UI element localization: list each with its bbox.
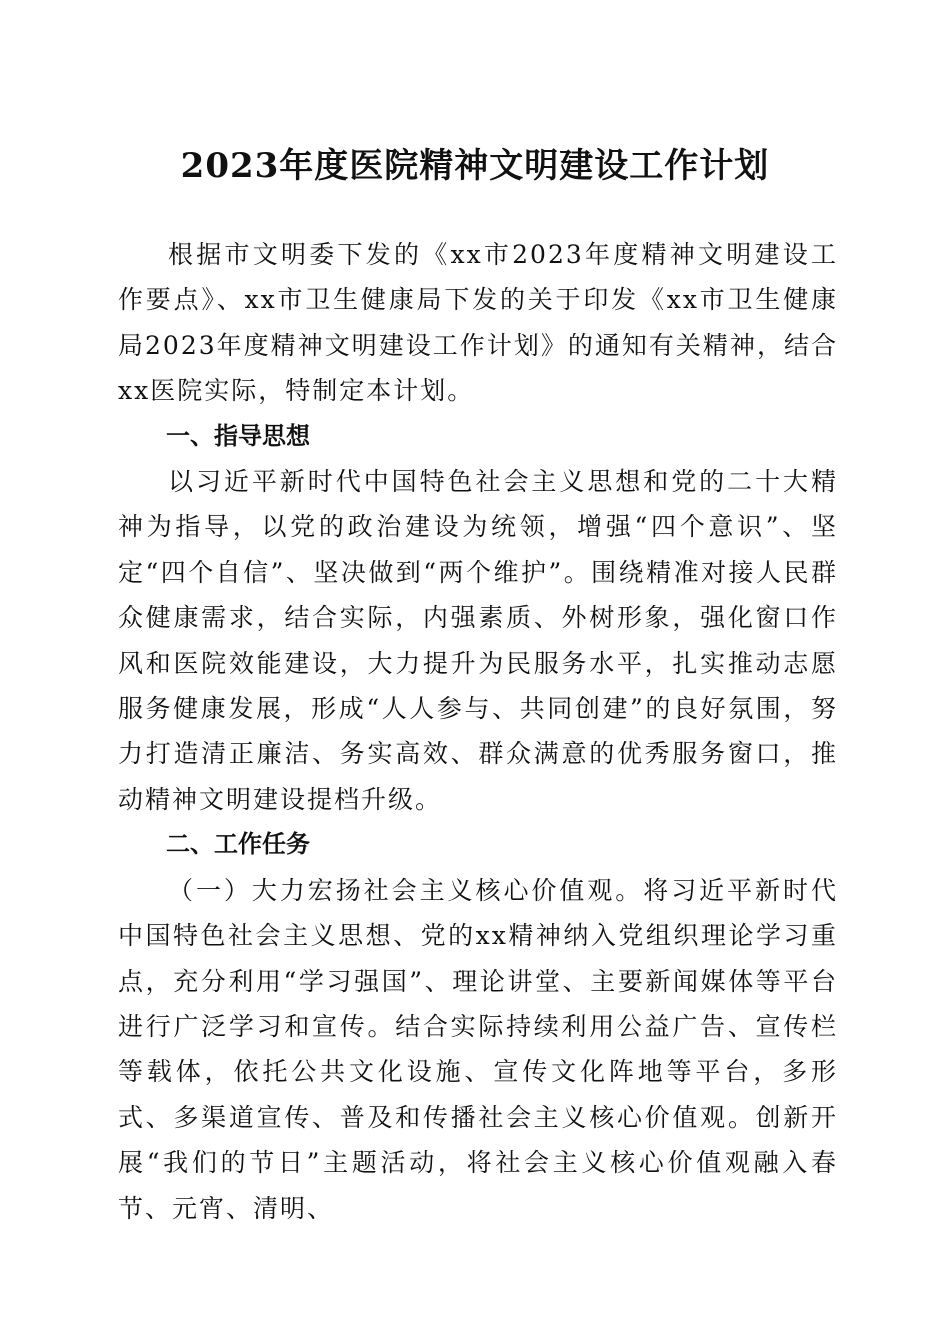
- guiding-ideology-paragraph: 以习近平新时代中国特色社会主义思想和党的二十大精神为指导，以党的政治建设为统领，增强“四个意识”、坚定“四个自信”、坚决做到“两个维护”。围绕精准对接人民群众健康需求，结合实际，内强素质、外树形象，强化窗口作风和医院效能建设，大力提升为民服务水平，扎实推动志愿服务健康发展，形成“人人参与、共同创建”的良好氛围，努力打造清正廉洁、务实高效、群众满意的优秀服务窗口，推动精神文明建设提档升级。: [118, 467, 838, 814]
- document-body: [118, 232, 838, 1231]
- work-task-item-1-heading: （一）大力宏扬社会主义核心价值观。: [168, 875, 644, 905]
- document-title: 2023年度医院精神文明建设工作计划: [180, 146, 770, 186]
- work-task-item-1-paragraph: [118, 868, 838, 1231]
- section-heading-guiding-ideology: 一、指导思想: [166, 421, 310, 450]
- work-task-item-1-text: 将习近平新时代中国特色社会主义思想、党的xx精神纳入党组织理论学习重点，充分利用“学习强国”、理论讲堂、主要新闻媒体等平台进行广泛学习和宣传。结合实际持续利用公益广告、宣传栏等载体，依托公共文化设施、宣传文化阵地等平台，多形式、多渠道宣传、普及和传播社会主义核心价值观。创新开展“我们的节日”主题活动，将社会主义核心价值观融入春节、元宵、清明、: [118, 875, 838, 1223]
- intro-paragraph: 根据市文明委下发的《xx市2023年度精神文明建设工作要点》、xx市卫生健康局下发的关于印发《xx市卫生健康局2023年度精神文明建设工作计划》的通知有关精神，结合xx医院实际，特制定本计划。: [118, 240, 838, 406]
- section-heading-work-tasks: 二、工作任务: [166, 830, 310, 859]
